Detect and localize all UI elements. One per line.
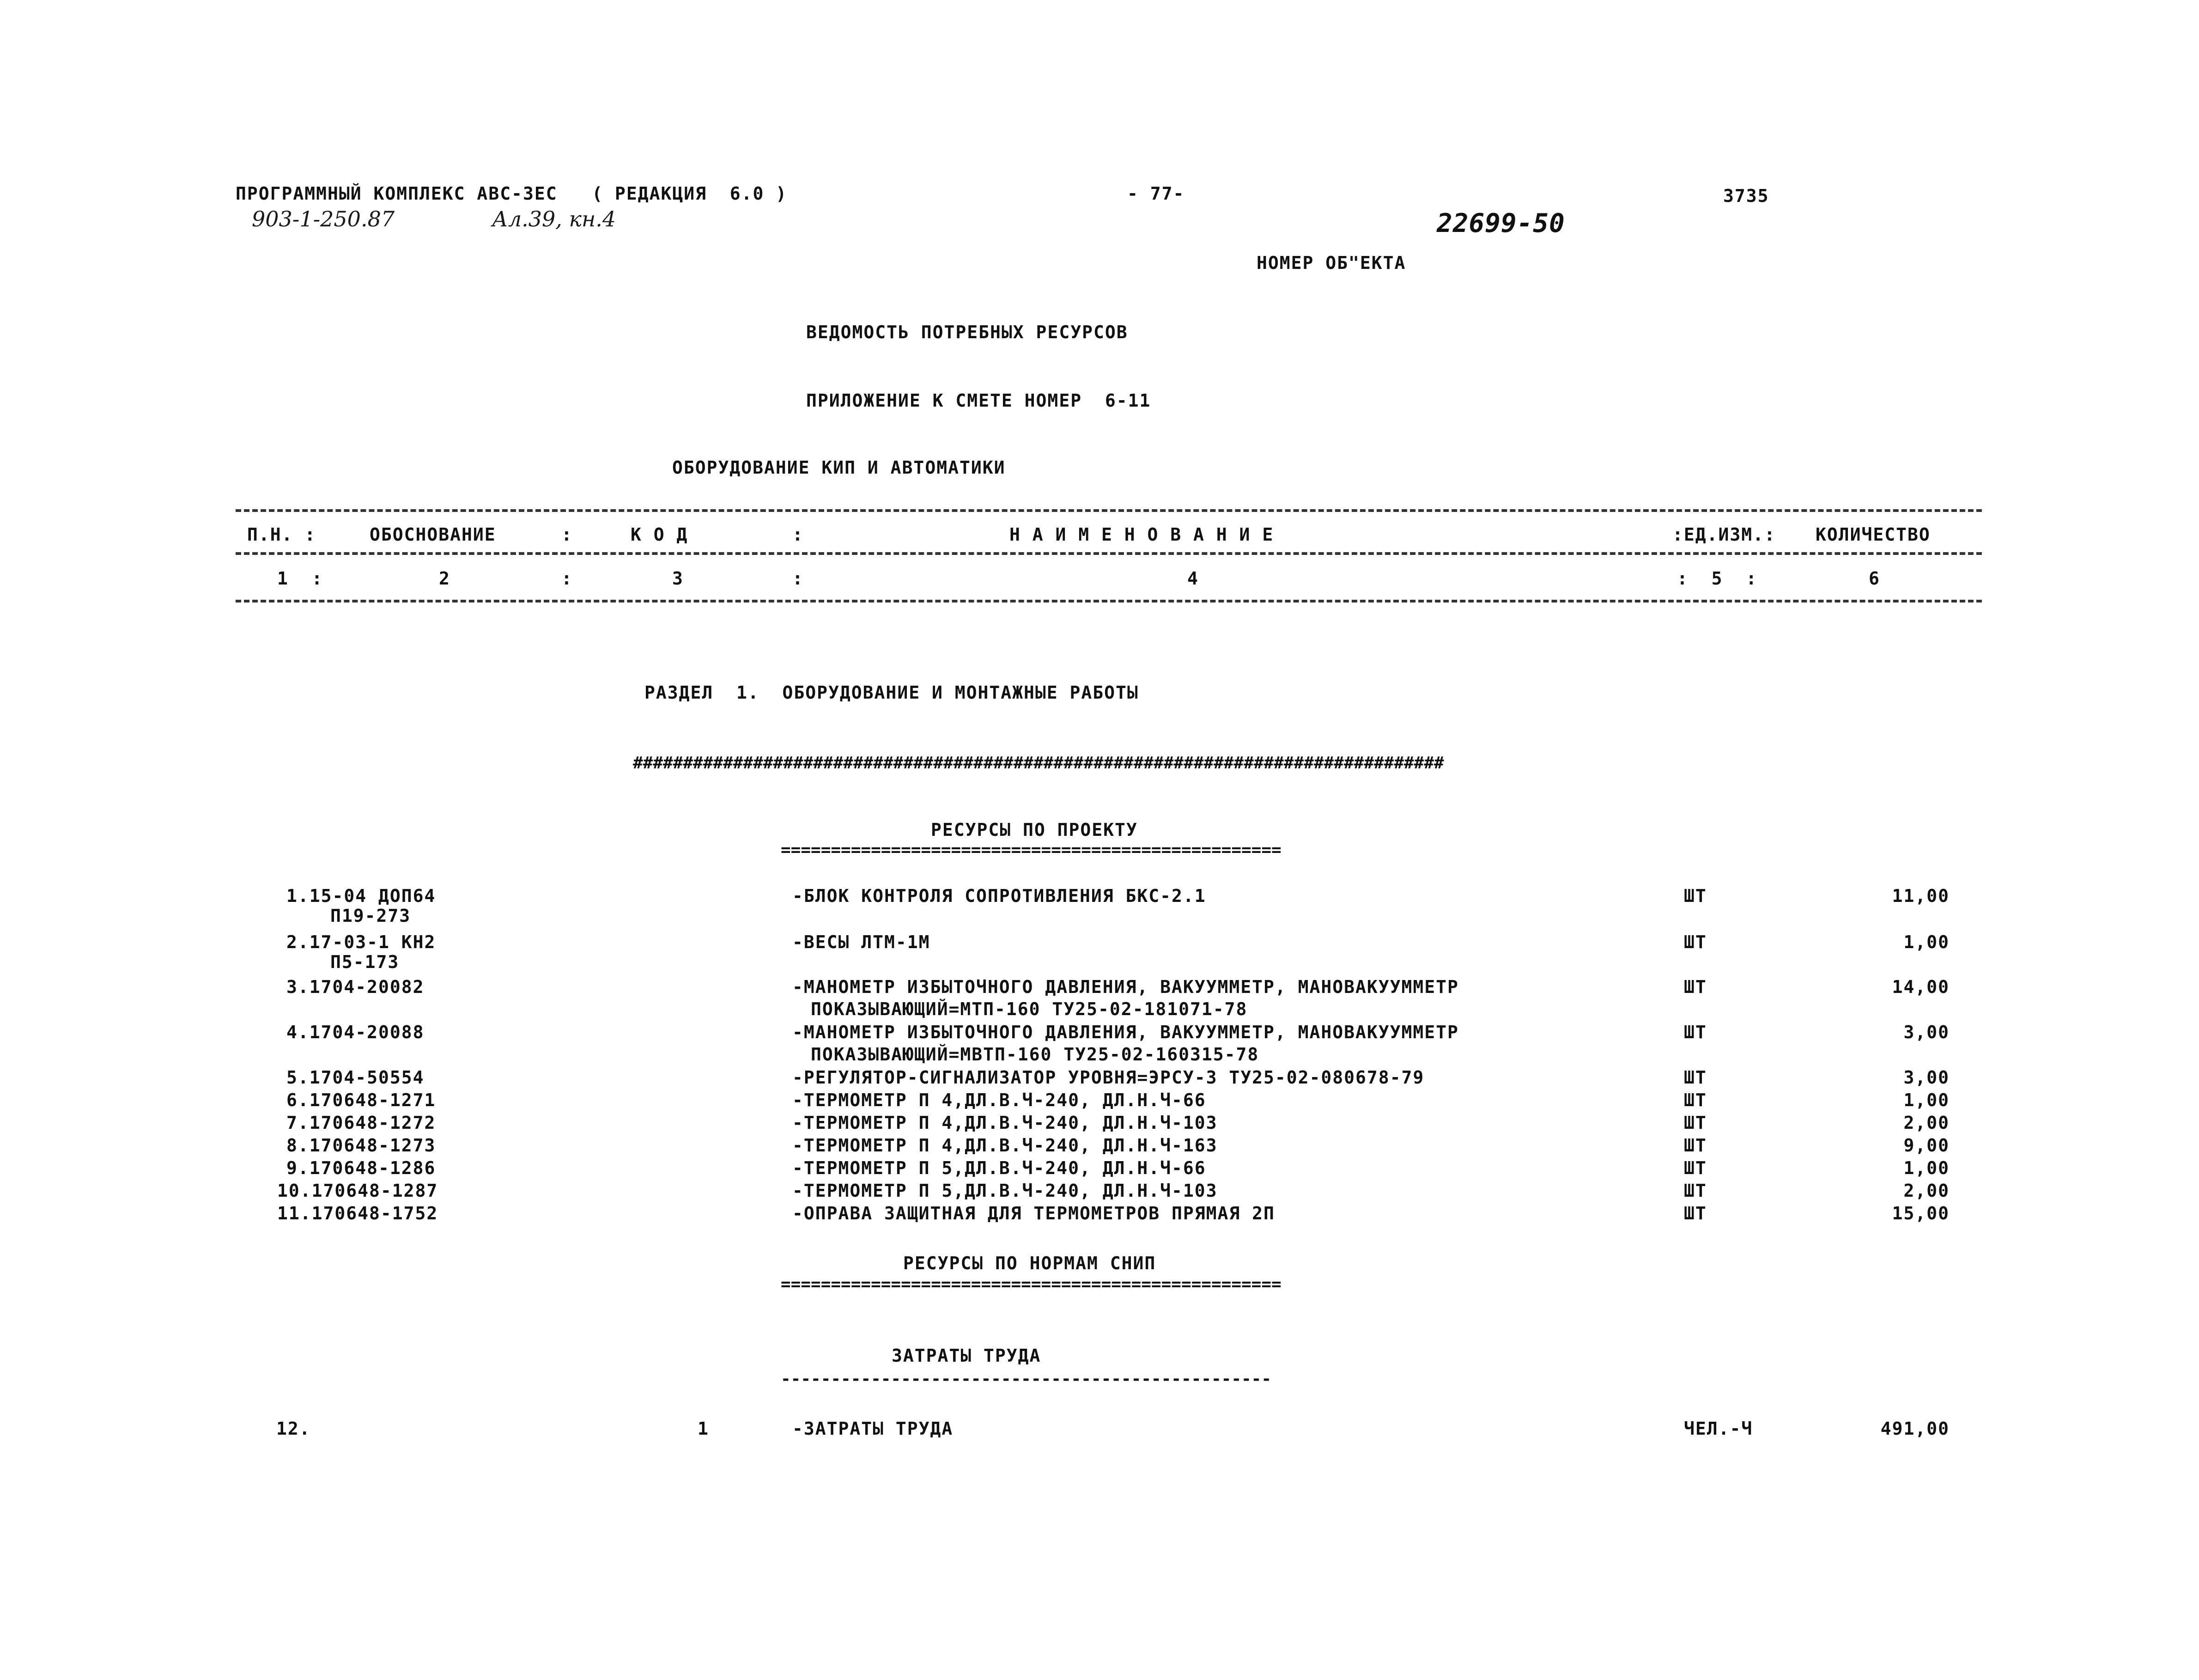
object-label: НОМЕР ОБ"ЕКТА bbox=[1257, 253, 1406, 273]
row-qty: 14,00 bbox=[1892, 977, 1950, 997]
row-unit: ШТ bbox=[1684, 1090, 1707, 1110]
row-name: -ТЕРМОМЕТР П 5,ДЛ.В.Ч-240, ДЛ.Н.Ч-66 bbox=[792, 1158, 1206, 1178]
project-resources-title: РЕСУРСЫ ПО ПРОЕКТУ bbox=[931, 820, 1138, 840]
col-header-name: Н А И М Е Н О В А Н И Е bbox=[1009, 524, 1274, 545]
col-header-code: К О Д bbox=[631, 524, 688, 545]
row-qty: 2,00 bbox=[1903, 1181, 1950, 1201]
col-number: 4 bbox=[1187, 568, 1199, 589]
row-qty: 15,00 bbox=[1892, 1203, 1950, 1223]
row-name: -ВЕСЫ ЛТМ-1М bbox=[792, 932, 930, 952]
row-num-basis: 8.170648-1273 bbox=[286, 1135, 436, 1156]
labor-row-qty: 491,00 bbox=[1880, 1418, 1950, 1439]
row-qty: 3,00 bbox=[1903, 1022, 1950, 1042]
main-title: ВЕДОМОСТЬ ПОТРЕБНЫХ РЕСУРСОВ bbox=[806, 322, 1128, 342]
row-num-basis: 5.1704-50554 bbox=[286, 1067, 425, 1088]
col-header-unit: :ЕД.ИЗМ.: bbox=[1672, 524, 1776, 545]
row-qty: 11,00 bbox=[1892, 886, 1950, 906]
row-num-basis: 9.170648-1286 bbox=[286, 1158, 436, 1178]
row-qty: 2,00 bbox=[1903, 1113, 1950, 1133]
handwritten-ref: 903-1-250.87 bbox=[252, 207, 395, 231]
labor-title: ЗАТРАТЫ ТРУДА bbox=[892, 1345, 1041, 1366]
row-unit: ШТ bbox=[1684, 977, 1707, 997]
row-num-basis: 7.170648-1272 bbox=[286, 1113, 436, 1133]
row-unit: ШТ bbox=[1684, 1203, 1707, 1223]
row-unit: ШТ bbox=[1684, 1113, 1707, 1133]
col-header-qty: КОЛИЧЕСТВО bbox=[1816, 524, 1931, 545]
row-unit: ШТ bbox=[1684, 1067, 1707, 1088]
handwritten-album: Ал.39, кн.4 bbox=[492, 207, 616, 231]
row-name: -БЛОК КОНТРОЛЯ СОПРОТИВЛЕНИЯ БКС-2.1 bbox=[792, 886, 1206, 906]
col-sep: : bbox=[561, 568, 573, 589]
row-name: -ТЕРМОМЕТР П 5,ДЛ.В.Ч-240, ДЛ.Н.Ч-103 bbox=[792, 1181, 1218, 1201]
category-title: ОБОРУДОВАНИЕ КИП И АВТОМАТИКИ bbox=[672, 457, 1006, 478]
divider-bottom bbox=[236, 600, 1982, 603]
stamp-number: 22699-50 bbox=[1437, 208, 1565, 238]
row-unit: ШТ bbox=[1684, 1158, 1707, 1178]
row-name: -МАНОМЕТР ИЗБЫТОЧНОГО ДАВЛЕНИЯ, ВАКУУММЕТР, МАНОВАКУУММЕТР bbox=[792, 1022, 1459, 1042]
labor-row-unit: ЧЕЛ.-Ч bbox=[1684, 1418, 1753, 1439]
row-basis-2: П19-273 bbox=[330, 906, 411, 926]
col-number: 1 : bbox=[277, 568, 323, 589]
row-name: -ТЕРМОМЕТР П 4,ДЛ.В.Ч-240, ДЛ.Н.Ч-103 bbox=[792, 1113, 1218, 1133]
labor-row-code: 1 bbox=[698, 1418, 709, 1439]
sheet-number: 3735 bbox=[1723, 186, 1769, 206]
col-sep: : bbox=[561, 524, 573, 545]
row-num-basis: 10.170648-1287 bbox=[277, 1181, 438, 1201]
hash-separator: ################################################################################# bbox=[633, 754, 1444, 773]
row-num-basis: 4.1704-20088 bbox=[286, 1022, 425, 1042]
norm-resources-underline: ================================================== bbox=[781, 1275, 1282, 1294]
row-name: -РЕГУЛЯТОР-СИГНАЛИЗАТОР УРОВНЯ=ЭРСУ-3 ТУ25-02-080678-79 bbox=[792, 1067, 1425, 1088]
row-qty: 9,00 bbox=[1903, 1135, 1950, 1156]
program-line: ПРОГРАММНЫЙ КОМПЛЕКС АВС-ЗЕС ( РЕДАКЦИЯ 6.0 ) bbox=[236, 183, 788, 204]
row-name: -МАНОМЕТР ИЗБЫТОЧНОГО ДАВЛЕНИЯ, ВАКУУММЕТР, МАНОВАКУУММЕТР bbox=[792, 977, 1459, 997]
row-unit: ШТ bbox=[1684, 932, 1707, 952]
row-qty: 1,00 bbox=[1903, 1090, 1950, 1110]
row-num-basis: 6.170648-1271 bbox=[286, 1090, 436, 1110]
col-header-basis: ОБОСНОВАНИЕ bbox=[370, 524, 496, 545]
row-num-basis: 3.1704-20082 bbox=[286, 977, 425, 997]
col-number: 6 bbox=[1869, 568, 1880, 589]
labor-row-num: 12. bbox=[276, 1418, 311, 1439]
col-header-num: П.Н. : bbox=[247, 524, 316, 545]
col-number: : 5 : bbox=[1677, 568, 1758, 589]
row-num-basis: 11.170648-1752 bbox=[277, 1203, 438, 1223]
row-unit: ШТ bbox=[1684, 1181, 1707, 1201]
row-unit: ШТ bbox=[1684, 1135, 1707, 1156]
page-marker: - 77- bbox=[1127, 183, 1185, 204]
norm-resources-title: РЕСУРСЫ ПО НОРМАМ СНИП bbox=[903, 1253, 1156, 1273]
col-sep: : bbox=[792, 524, 804, 545]
row-num-basis: 1.15-04 ДОП64 bbox=[286, 886, 436, 906]
appendix-title: ПРИЛОЖЕНИЕ К СМЕТЕ НОМЕР 6-11 bbox=[806, 390, 1151, 411]
row-name: -ТЕРМОМЕТР П 4,ДЛ.В.Ч-240, ДЛ.Н.Ч-66 bbox=[792, 1090, 1206, 1110]
row-unit: ШТ bbox=[1684, 886, 1707, 906]
col-sep: : bbox=[792, 568, 804, 589]
row-qty: 1,00 bbox=[1903, 1158, 1950, 1178]
row-qty: 3,00 bbox=[1903, 1067, 1950, 1088]
divider-mid bbox=[236, 552, 1982, 555]
row-qty: 1,00 bbox=[1903, 932, 1950, 952]
row-name: -ОПРАВА ЗАЩИТНАЯ ДЛЯ ТЕРМОМЕТРОВ ПРЯМАЯ 2П bbox=[792, 1203, 1275, 1223]
labor-row-name: -ЗАТРАТЫ ТРУДА bbox=[792, 1418, 954, 1439]
row-num-basis: 2.17-03-1 КН2 bbox=[286, 932, 436, 952]
col-number: 3 bbox=[672, 568, 684, 589]
divider-top bbox=[236, 509, 1982, 512]
row-name: -ТЕРМОМЕТР П 4,ДЛ.В.Ч-240, ДЛ.Н.Ч-163 bbox=[792, 1135, 1218, 1156]
row-unit: ШТ bbox=[1684, 1022, 1707, 1042]
col-number: 2 bbox=[439, 568, 450, 589]
project-resources-underline: ================================================== bbox=[781, 841, 1282, 859]
row-name-2: ПОКАЗЫВАЮЩИЙ=МВТП-160 ТУ25-02-160315-78 bbox=[811, 1044, 1259, 1065]
row-name-2: ПОКАЗЫВАЮЩИЙ=МТП-160 ТУ25-02-181071-78 bbox=[811, 999, 1248, 1019]
labor-underline: ------------------------------------------------- bbox=[781, 1370, 1272, 1388]
section-title: РАЗДЕЛ 1. ОБОРУДОВАНИЕ И МОНТАЖНЫЕ РАБОТЫ bbox=[644, 682, 1139, 703]
row-basis-2: П5-173 bbox=[330, 952, 400, 972]
